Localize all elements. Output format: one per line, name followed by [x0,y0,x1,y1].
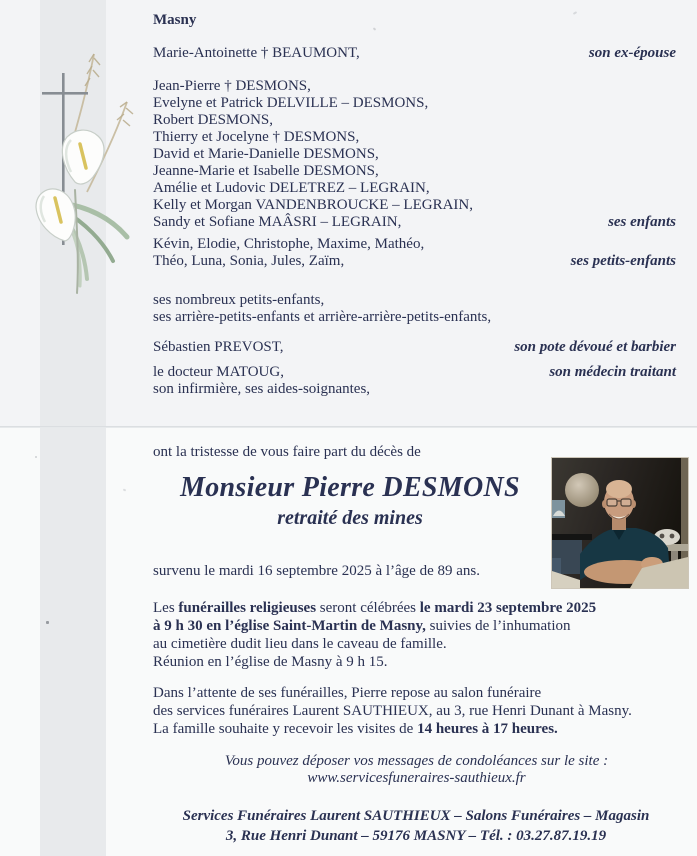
family-line [153,253,676,270]
family-line [153,112,676,129]
family-line [153,180,676,197]
condolences-block [153,753,680,787]
city-heading: Masny [153,12,197,28]
funeral-details-paragraph [153,599,633,671]
cross-and-lilies-artwork [15,40,140,305]
family-name-text: ses nombreux petits-enfants, [153,292,325,308]
family-name-text: Amélie et Ludovic DELETREZ – LEGRAIN, [153,180,430,196]
family-group [153,78,676,231]
family-name-text: Marie-Antoinette † BEAUMONT, [153,45,360,61]
text-line: La famille souhaite y recevoir les visites de 14 heures à 17 heures. [153,721,558,737]
family-line [153,146,676,163]
scan-speck [35,456,37,458]
family-group [153,364,676,398]
family-name-text: le docteur MATOUG, [153,364,284,380]
family-name-text: David et Marie-Danielle DESMONS, [153,146,379,162]
text-line: Les funérailles religieuses seront célébrées le mardi 23 septembre 2025 [153,600,597,616]
deceased-title-block [150,473,550,529]
deceased-occupation: retraité des mines [277,507,423,529]
family-name-text: Sandy et Sofiane MAÂSRI – LEGRAIN, [153,214,402,230]
family-name-text: Thierry et Jocelyne † DESMONS, [153,129,360,145]
family-line [153,339,676,356]
scan-speck [46,621,49,624]
family-line [153,292,676,309]
relation-label: son médecin traitant [549,364,676,380]
family-line [153,163,676,180]
family-group [153,292,676,326]
family-line [153,236,676,253]
text-line: à 9 h 30 en l’église Saint-Martin de Masny, suivies de l’inhumation [153,618,571,634]
family-name-text: son infirmière, ses aides-soignantes, [153,381,371,397]
family-group [153,45,676,62]
family-name-text: Jean-Pierre † DESMONS, [153,78,311,94]
text-line: des services funéraires Laurent SAUTHIEUX, au 3, rue Henri Dunant à Masny. [153,703,632,719]
death-notice-line: survenu le mardi 16 septembre 2025 à l’âge de 89 ans. [153,563,480,579]
relation-label: son pote dévoué et barbier [514,339,676,355]
family-line [153,129,676,146]
family-group [153,236,676,270]
repose-details-paragraph [153,684,633,738]
relation-label: ses petits-enfants [570,253,676,269]
family-line [153,45,676,62]
deceased-name: Monsieur Pierre DESMONS [180,472,520,503]
family-name-text: Kévin, Elodie, Christophe, Maxime, Mathéo, [153,236,425,252]
family-line [153,364,676,381]
text-line: au cimetière dudit lieu dans le caveau de famille. [153,636,447,652]
family-line [153,197,676,214]
family-line [153,381,676,398]
family-name-text: ses arrière-petits-enfants et arrière-arrière-petits-enfants, [153,309,492,325]
family-line [153,78,676,95]
text-line: Dans l’attente de ses funérailles, Pierre repose au salon funéraire [153,685,542,701]
family-column [153,12,676,461]
portrait-photo [552,458,688,588]
family-name-text: Evelyne et Patrick DELVILLE – DESMONS, [153,95,429,111]
funeral-home-name: Services Funéraires Laurent SAUTHIEUX – Salons Funéraires – Magasin [182,808,650,824]
family-list [153,45,676,398]
text-line: Réunion en l’église de Masny à 9 h 15. [153,654,388,670]
family-name-text: Jeanne-Marie et Isabelle DESMONS, [153,163,379,179]
condolences-invite: Vous pouvez déposer vos messages de condoléances sur le site : [224,753,609,769]
funeral-home-footer [126,806,697,846]
family-name-text: Robert DESMONS, [153,112,274,128]
family-name-text: Kelly et Morgan VANDENBROUCKE – LEGRAIN, [153,197,473,213]
relation-label: ses enfants [608,214,676,230]
family-name-text: Théo, Luna, Sonia, Jules, Zaïm, [153,253,345,269]
family-line [153,214,676,231]
relation-label: son ex-épouse [588,45,676,61]
funeral-home-address: 3, Rue Henri Dunant – 59176 MASNY – Tél. : 03.27.87.19.19 [225,828,607,844]
family-group [153,339,676,356]
family-line [153,95,676,112]
announcement-line: ont la tristesse de vous faire part du décès de [153,444,421,460]
family-line [153,309,676,326]
condolences-website: www.servicesfuneraires-sauthieux.fr [307,770,526,786]
family-name-text: Sébastien PREVOST, [153,339,284,355]
